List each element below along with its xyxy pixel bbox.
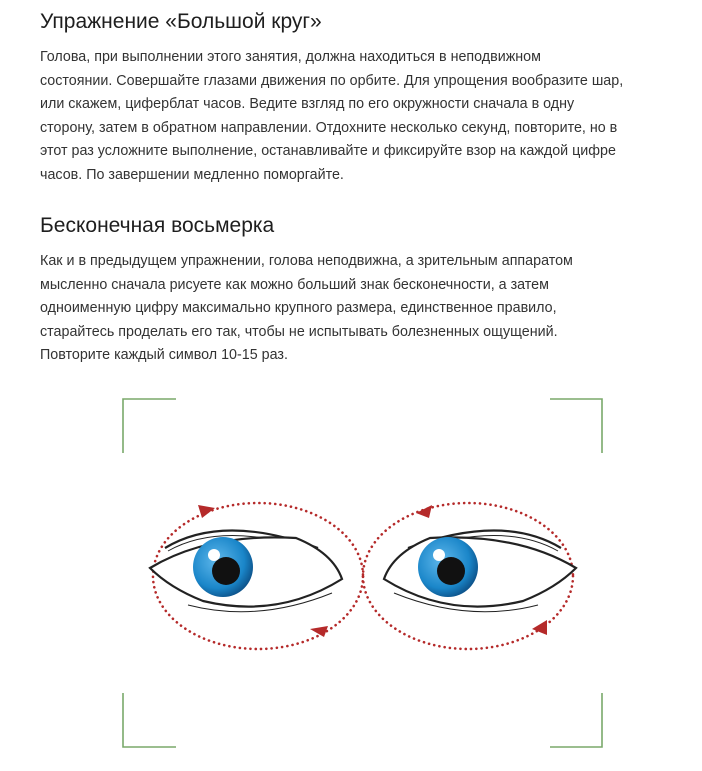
frame-corner-bottom-right bbox=[550, 693, 602, 747]
text-line: часов. По завершении медленно поморгайте. bbox=[40, 166, 344, 183]
text-line: или скажем, циферблат часов. Ведите взгляд по его окружности сначала в одну bbox=[40, 96, 575, 112]
arrow-left-top-icon bbox=[198, 505, 215, 518]
text-line: сторону, затем в обратном направлении. Отдохните несколько секунд, повторите, но в bbox=[40, 119, 618, 136]
arrow-right-bottom-icon bbox=[532, 620, 547, 635]
left-eye-icon bbox=[150, 531, 342, 612]
text-line: состоянии. Совершайте глазами движения по орбите. Для упрощения вообразите шар, bbox=[40, 72, 624, 89]
eyes-infinity-icon bbox=[118, 393, 608, 753]
section-body bbox=[40, 46, 690, 187]
text-line: Голова, при выполнении этого занятия, должна находиться в неподвижном bbox=[40, 49, 541, 65]
frame-corner-top-left bbox=[123, 399, 176, 453]
right-pupil bbox=[437, 557, 465, 585]
right-eye-icon bbox=[384, 531, 576, 612]
section-title: Упражнение «Большой круг» bbox=[40, 10, 322, 33]
eyes-infinity-illustration bbox=[118, 393, 608, 753]
text-line: этот раз усложните выполнение, останавливайте и фиксируйте взор на каждой цифре bbox=[40, 143, 616, 159]
text-line: старайтесь проделать его так, чтобы не испытывать болезненных ощущений. bbox=[40, 323, 558, 340]
section-big-circle bbox=[40, 8, 690, 187]
frame-corner-top-right bbox=[550, 399, 602, 453]
text-line: одноименную цифру максимально крупного размера, единственное правило, bbox=[40, 300, 557, 316]
section-infinity-eight bbox=[40, 212, 690, 368]
left-pupil bbox=[212, 557, 240, 585]
section-body bbox=[40, 250, 690, 368]
arrow-left-bottom-icon bbox=[310, 626, 328, 637]
frame-corner-bottom-left bbox=[123, 693, 176, 747]
section-title: Бесконечная восьмерка bbox=[40, 214, 275, 237]
text-line: Повторите каждый символ 10-15 раз. bbox=[40, 347, 288, 363]
text-line: Как и в предыдущем упражнении, голова неподвижна, а зрительным аппаратом bbox=[40, 253, 573, 269]
text-line: мысленно сначала рисуете как можно больший знак бесконечности, а затем bbox=[40, 276, 549, 293]
